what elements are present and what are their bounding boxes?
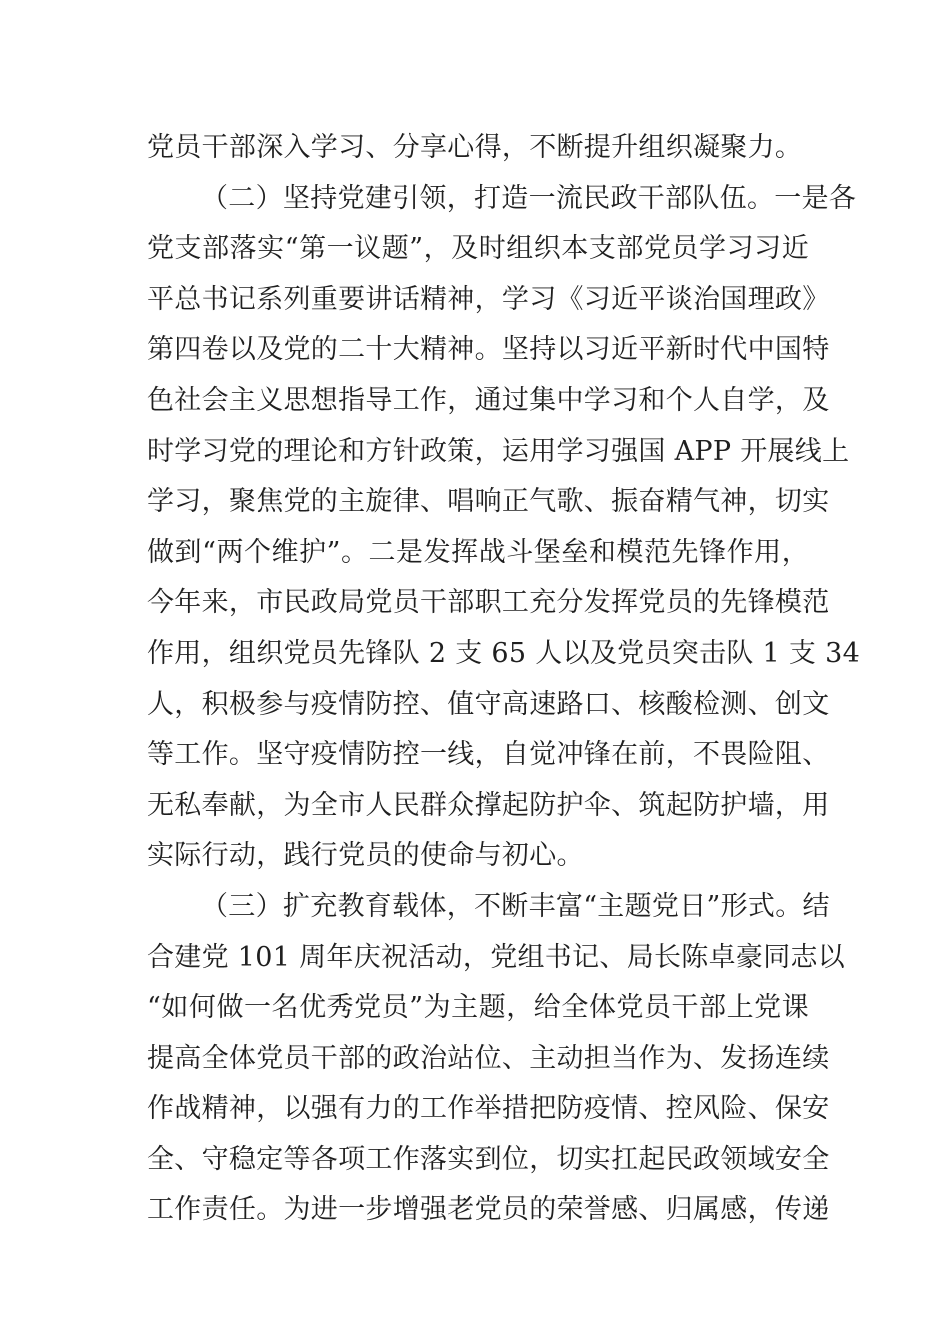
text-line: 全、守稳定等各项工作落实到位，切实扛起民政领域安全 (147, 1143, 830, 1175)
text-line: 党支部落实“第一议题”，及时组织本支部党员学习习近 (147, 233, 809, 265)
text-line: 合建党 101 周年庆祝活动，党组书记、局长陈卓豪同志以 (147, 941, 846, 973)
text-line: 做到“两个维护”。二是发挥战斗堡垒和模范先锋作用， (147, 536, 809, 568)
text-line: 提高全体党员干部的政治站位、主动担当作为、发扬连续 (147, 1042, 830, 1074)
text-line: （三）扩充教育载体，不断丰富“主题党日”形式。结 (201, 890, 830, 922)
text-line: 无私奉献，为全市人民群众撑起防护伞、筑起防护墙，用 (147, 789, 830, 821)
text-line: 学习，聚焦党的主旋律、唱响正气歌、振奋精气神，切实 (147, 486, 830, 518)
text-line: 时学习党的理论和方针政策，运用学习强国 APP 开展线上 (147, 435, 850, 467)
text-line: 工作责任。为进一步增强老党员的荣誉感、归属感，传递 (147, 1194, 830, 1226)
text-line: “如何做一名优秀党员”为主题，给全体党员干部上党课 (147, 992, 809, 1024)
text-line: 实际行动，践行党员的使命与初心。 (147, 840, 584, 872)
text-line: 党员干部深入学习、分享心得，不断提升组织凝聚力。 (147, 132, 803, 163)
text-line: 今年来，市民政局党员干部职工充分发挥党员的先锋模范 (147, 587, 830, 619)
text-line: 作用，组织党员先锋队 2 支 65 人以及党员突击队 1 支 34 (147, 637, 861, 669)
text-line: 平总书记系列重要讲话精神，学习《习近平谈治国理政》 (147, 283, 830, 315)
text-line: （二）坚持党建引领，打造一流民政干部队伍。一是各 (201, 182, 857, 214)
text-line: 色社会主义思想指导工作，通过集中学习和个人自学，及 (147, 384, 830, 416)
text-line: 第四卷以及党的二十大精神。坚持以习近平新时代中国特 (147, 334, 830, 366)
text-line: 等工作。坚守疫情防控一线，自觉冲锋在前，不畏险阻、 (147, 739, 830, 771)
body-text (147, 123, 861, 1236)
text-line: 作战精神，以强有力的工作举措把防疫情、控风险、保安 (147, 1093, 830, 1125)
text-line: 人，积极参与疫情防控、值守高速路口、核酸检测、创文 (147, 688, 830, 720)
